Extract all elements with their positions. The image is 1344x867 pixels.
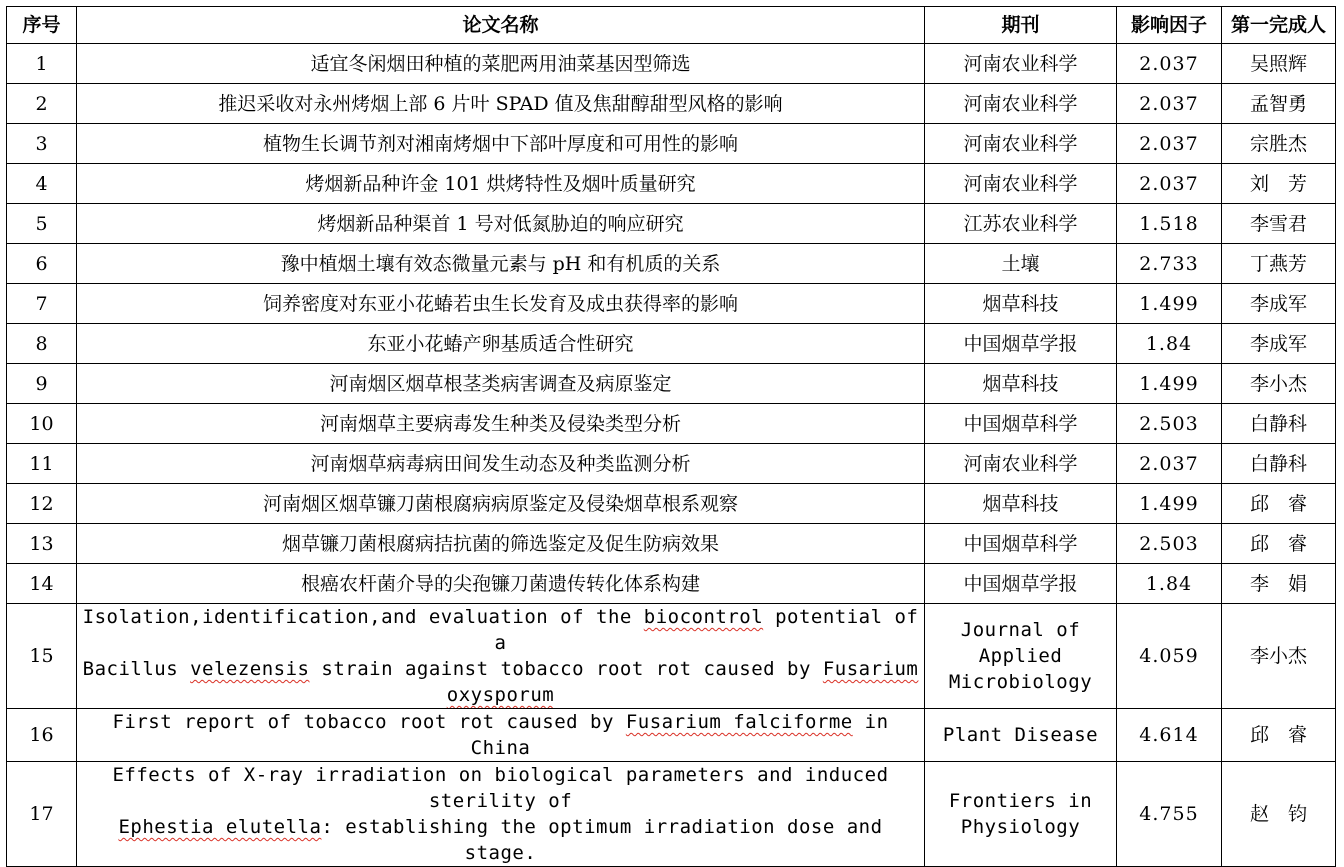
cell-no: 14: [7, 564, 77, 604]
cell-author: 李 娟: [1222, 564, 1336, 604]
cell-title: 河南烟草病毒病田间发生动态及种类监测分析: [77, 444, 925, 484]
title-text-flagged: Fusarium falciforme: [625, 711, 853, 733]
journal-text: Microbiology: [948, 671, 1093, 693]
cell-author: 李小杰: [1222, 364, 1336, 404]
cell-title: 河南烟区烟草镰刀菌根腐病病原鉴定及侵染烟草根系观察: [77, 484, 925, 524]
title-text: potential of a: [494, 606, 919, 654]
cell-impact-factor: 4.614: [1117, 709, 1222, 762]
papers-table: [6, 6, 1336, 867]
cell-no: 17: [7, 762, 77, 867]
cell-title: 饲养密度对东亚小花蝽若虫生长发育及成虫获得率的影响: [77, 284, 925, 324]
cell-journal: Plant Disease: [925, 709, 1117, 762]
table-row: [7, 762, 1336, 867]
title-text-flagged: Ephestia elutella: [118, 816, 322, 838]
cell-impact-factor: 4.755: [1117, 762, 1222, 867]
table-row: [7, 484, 1336, 524]
journal-text: Physiology: [960, 816, 1081, 838]
cell-journal: 烟草科技: [925, 284, 1117, 324]
cell-impact-factor: 1.499: [1117, 284, 1222, 324]
cell-journal: 中国烟草学报: [925, 324, 1117, 364]
cell-impact-factor: 2.037: [1117, 444, 1222, 484]
cell-journal: 河南农业科学: [925, 164, 1117, 204]
cell-author: 丁燕芳: [1222, 244, 1336, 284]
header-impact-factor: 影响因子: [1117, 7, 1222, 44]
table-row: [7, 204, 1336, 244]
cell-impact-factor: 1.518: [1117, 204, 1222, 244]
cell-journal: 中国烟草学报: [925, 564, 1117, 604]
title-text: : establishing the optimum irradiation dose and stage.: [321, 816, 883, 864]
table-row: [7, 244, 1336, 284]
cell-no: 9: [7, 364, 77, 404]
cell-author: 白静科: [1222, 404, 1336, 444]
title-text: Isolation,identification,and evaluation of the: [82, 606, 644, 628]
cell-journal: 中国烟草科学: [925, 524, 1117, 564]
title-text: strain against tobacco root rot caused by: [309, 658, 823, 680]
cell-journal: [925, 762, 1117, 867]
cell-no: 3: [7, 124, 77, 164]
cell-no: 10: [7, 404, 77, 444]
cell-impact-factor: 2.037: [1117, 84, 1222, 124]
cell-title: 豫中植烟土壤有效态微量元素与 pH 和有机质的关系: [77, 244, 925, 284]
cell-title: 适宜冬闲烟田种植的菜肥两用油菜基因型筛选: [77, 44, 925, 84]
title-text-flagged: velezensis: [190, 658, 310, 680]
cell-journal: 河南农业科学: [925, 124, 1117, 164]
cell-title: [77, 709, 925, 762]
header-first-author: 第一完成人: [1222, 7, 1336, 44]
cell-author: 李小杰: [1222, 604, 1336, 709]
title-text-flagged: biocontrol: [643, 606, 764, 628]
cell-title: [77, 604, 925, 709]
header-row: [7, 7, 1336, 44]
cell-no: 12: [7, 484, 77, 524]
table-row: [7, 404, 1336, 444]
header-no: 序号: [7, 7, 77, 44]
cell-title: [77, 762, 925, 867]
cell-author: 吴照辉: [1222, 44, 1336, 84]
journal-text: Journal of Applied: [960, 619, 1081, 667]
table-row: [7, 164, 1336, 204]
title-text: Bacillus: [82, 658, 191, 680]
cell-impact-factor: 2.503: [1117, 404, 1222, 444]
cell-author: 刘 芳: [1222, 164, 1336, 204]
cell-impact-factor: 2.503: [1117, 524, 1222, 564]
cell-no: 4: [7, 164, 77, 204]
table-row: [7, 564, 1336, 604]
cell-journal: [925, 604, 1117, 709]
cell-impact-factor: 2.037: [1117, 164, 1222, 204]
table-row: [7, 604, 1336, 709]
table-row: [7, 364, 1336, 404]
cell-author: 邱 睿: [1222, 709, 1336, 762]
title-text: Effects of X-ray irradiation on biological parameters and induced sterility of: [112, 764, 889, 812]
cell-title: 烟草镰刀菌根腐病拮抗菌的筛选鉴定及促生防病效果: [77, 524, 925, 564]
table-row: [7, 124, 1336, 164]
cell-journal: 土壤: [925, 244, 1117, 284]
title-text: in China: [470, 711, 889, 759]
journal-text: Frontiers in: [948, 790, 1093, 812]
cell-author: 李成军: [1222, 284, 1336, 324]
table-row: [7, 524, 1336, 564]
cell-title: 河南烟区烟草根茎类病害调查及病原鉴定: [77, 364, 925, 404]
cell-impact-factor: 1.499: [1117, 484, 1222, 524]
cell-no: 7: [7, 284, 77, 324]
title-text-flagged: Fusarium oxysporum: [446, 658, 919, 706]
table-row: [7, 444, 1336, 484]
cell-no: 1: [7, 44, 77, 84]
cell-journal: 河南农业科学: [925, 84, 1117, 124]
cell-no: 6: [7, 244, 77, 284]
cell-title: 烤烟新品种许金 101 烘烤特性及烟叶质量研究: [77, 164, 925, 204]
cell-author: 邱 睿: [1222, 484, 1336, 524]
cell-journal: 中国烟草科学: [925, 404, 1117, 444]
cell-title: 植物生长调节剂对湘南烤烟中下部叶厚度和可用性的影响: [77, 124, 925, 164]
cell-impact-factor: 1.499: [1117, 364, 1222, 404]
table-row: [7, 84, 1336, 124]
cell-title: 根癌农杆菌介导的尖孢镰刀菌遗传转化体系构建: [77, 564, 925, 604]
header-journal: 期刊: [925, 7, 1117, 44]
table-row: [7, 44, 1336, 84]
cell-no: 13: [7, 524, 77, 564]
cell-title: 推迟采收对永州烤烟上部 6 片叶 SPAD 值及焦甜醇甜型风格的影响: [77, 84, 925, 124]
title-text: First report of tobacco root rot caused by: [112, 711, 626, 733]
cell-author: 李雪君: [1222, 204, 1336, 244]
cell-title: 河南烟草主要病毒发生种类及侵染类型分析: [77, 404, 925, 444]
cell-no: 16: [7, 709, 77, 762]
cell-author: 白静科: [1222, 444, 1336, 484]
cell-author: 李成军: [1222, 324, 1336, 364]
header-title: 论文名称: [77, 7, 925, 44]
cell-no: 15: [7, 604, 77, 709]
cell-author: 宗胜杰: [1222, 124, 1336, 164]
cell-journal: 烟草科技: [925, 364, 1117, 404]
cell-author: 邱 睿: [1222, 524, 1336, 564]
cell-title: 烤烟新品种渠首 1 号对低氮胁迫的响应研究: [77, 204, 925, 244]
cell-journal: 烟草科技: [925, 484, 1117, 524]
cell-impact-factor: 1.84: [1117, 564, 1222, 604]
cell-author: 赵 钧: [1222, 762, 1336, 867]
cell-impact-factor: 2.037: [1117, 124, 1222, 164]
cell-impact-factor: 2.733: [1117, 244, 1222, 284]
table-row: [7, 284, 1336, 324]
cell-title: 东亚小花蝽产卵基质适合性研究: [77, 324, 925, 364]
cell-no: 2: [7, 84, 77, 124]
cell-no: 8: [7, 324, 77, 364]
cell-impact-factor: 2.037: [1117, 44, 1222, 84]
table-row: [7, 709, 1336, 762]
table-row: [7, 324, 1336, 364]
cell-journal: 河南农业科学: [925, 444, 1117, 484]
cell-journal: 江苏农业科学: [925, 204, 1117, 244]
cell-journal: 河南农业科学: [925, 44, 1117, 84]
cell-author: 孟智勇: [1222, 84, 1336, 124]
cell-no: 11: [7, 444, 77, 484]
cell-impact-factor: 4.059: [1117, 604, 1222, 709]
cell-impact-factor: 1.84: [1117, 324, 1222, 364]
cell-no: 5: [7, 204, 77, 244]
